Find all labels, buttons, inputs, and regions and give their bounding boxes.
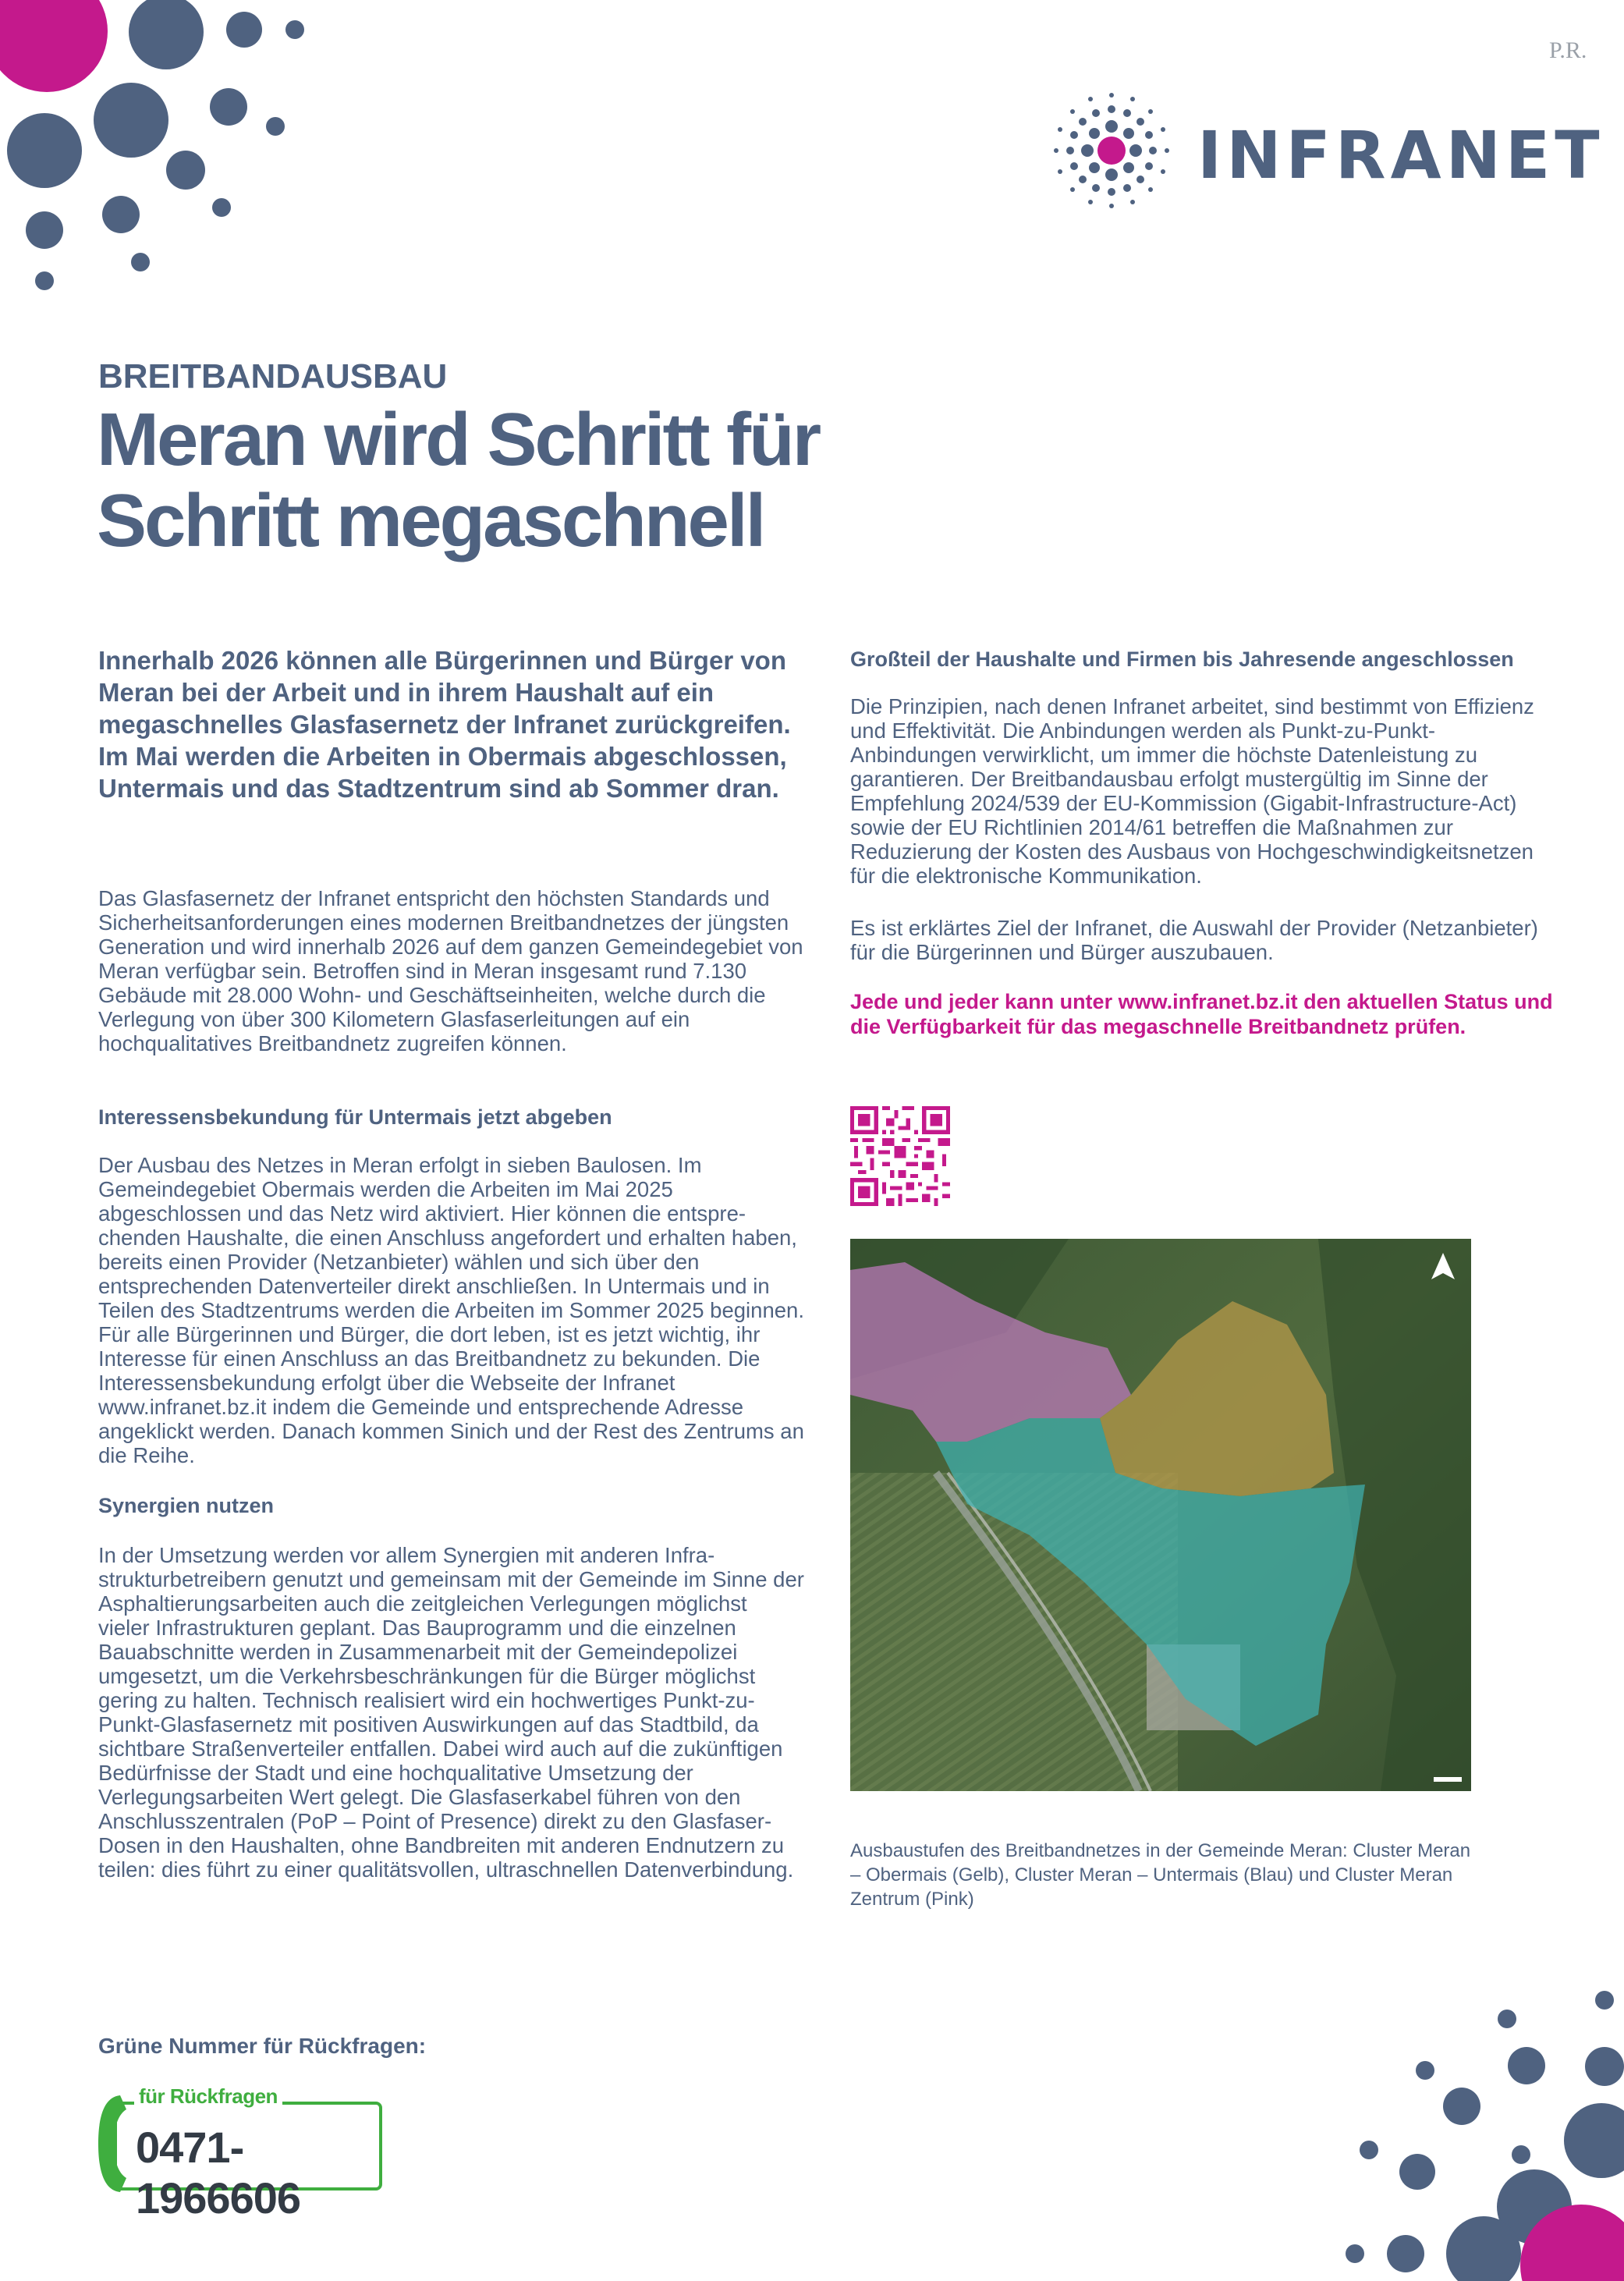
phone-handset-icon bbox=[97, 2092, 131, 2195]
decorative-dots-top-left bbox=[0, 0, 328, 312]
lead-paragraph: Innerhalb 2026 können alle Bürgerinnen und Bürger von Meran bei der Arbeit und in ihrem Haushalt auf ein megaschnelles Glasfasernetz der Infranet zurückgreifen. Im Mai werden die Arbeiten in Obermais abgeschlossen, Untermais und das Stadtzentrum sind ab Sommer dran. bbox=[98, 646, 791, 803]
right-paragraph-2: Es ist erklärtes Ziel der Infranet, die Auswahl der Provider (Netzanbieter) für die Bürgerinnen und Bürger auszubauen. bbox=[850, 916, 1538, 964]
hotline-badge[interactable] bbox=[97, 2084, 387, 2222]
body-paragraph-3: In der Umsetzung werden vor allem Synergien mit anderen Infrastrukturbetreibern genutzt und gemeinsam mit der Gemeinde im Sinne der Asphaltierungsarbeiten auch die zeitgleichen Verlegungen möglichst vieler Infrastrukturen geplant. Das Bauprogramm und die einzelnen Bauabschnitte werden in Zusammenarbeit mit der Gemeindepolizei umgesetzt, um die Verkehrsbeschränkungen für die Bürger möglichst gering zu halten. Technisch realisiert wird ein hochwertiges Punkt-zu-Punkt-Glasfasernetz mit positiven Auswirkungen auf das Stadtbild, da sichtbare Straßenverteiler entfallen. Dabei wird auch auf die zukünftigen Bedürfnisse der Stadt und eine hochqualitative Umsetzung der Verlegungsarbeiten Wert gelegt. Die Glasfaserkabel führen von den Anschlusszentralen (PoP – Point of Presence) direkt zu den Glasfaser-Dosen in den Haushalten, ohne Bandbreiten mit anderen Endnutzern zu teilen: dies führt zu einer qualitätsvollen, ultraschnellen Datenverbindung. bbox=[98, 1543, 804, 1882]
logo-emblem bbox=[1045, 84, 1186, 225]
highlight-website-note: Jede und jeder kann unter www.infranet.bz.it den aktuellen Status und die Verfügbarkeit für das megaschnelle Breitbandnetz prüfen. bbox=[850, 990, 1553, 1038]
hotline-label: Grüne Nummer für Rückfragen: bbox=[98, 2034, 427, 2058]
infranet-logo bbox=[1045, 84, 1604, 225]
hotline-number[interactable]: 0471-1966606 bbox=[136, 2123, 301, 2222]
qr-code[interactable] bbox=[850, 1106, 950, 1206]
subhead-synergien: Synergien nutzen bbox=[98, 1494, 275, 1517]
body-paragraph-1: Das Glasfasernetz der Infranet entspricht den höchsten Standards und Sicherheitsanforderungen eines modernen Breitbandnetzes der jüngsten Generation und wird innerhalb 2026 auf dem ganzen Gemeindegebiet von Meran verfügbar sein. Betroffen sind in Meran insgesamt rund 7.130 Gebäude mit 28.000 Wohn- und Geschäftseinheiten, welche durch die Verlegung von über 300 Kilometern Glasfaserleitungen auf ein hochqualitatives Breitbandnetz zugreifen können. bbox=[98, 886, 803, 1055]
logo-wordmark: INFRANET bbox=[1197, 117, 1604, 193]
map-caption: Ausbaustufen des Breitbandnetzes in der Gemeinde Meran: Cluster Meran – Obermais (Gelb), Cluster Meran – Untermais (Blau) und Cluster Meran Zentrum (Pink) bbox=[850, 1840, 1471, 1910]
body-paragraph-2: Der Ausbau des Netzes in Meran erfolgt in sieben Baulosen. Im Gemeindegebiet Obermais werden die Arbeiten im Mai 2025 abgeschlossen und das Netz wird aktiviert. Hier können die entsprechenden Haushalte, die einen Anschluss angefordert und erhalten haben, bereits einen Provider (Netzanbieter) wählen und sich über den entsprechenden Datenverteiler direkt anschließen. In Untermais und in Teilen des Stadtzentrums werden die Arbeiten im Sommer 2025 beginnen. Für alle Bürgerinnen und Bürger, die dort leben, ist es jetzt wichtig, ihr Interesse für einen Anschluss an das Breitbandnetz zu bekunden. Die Interessensbekundung erfolgt über die Webseite der Infranet www.infranet.bz.it indem die Gemeinde und entsprechende Adresse angeklickt werden. Danach kommen Sinich und der Rest des Zentrums an die Reihe. bbox=[98, 1153, 804, 1467]
kicker: BREITBANDAUSBAU bbox=[98, 357, 448, 396]
right-paragraph-1: Die Prinzipien, nach denen Infranet arbeitet, sind bestimmt von Effizienz und Effektivität. Die Anbindungen werden als Punkt-zu-Punkt-Anbindungen verwirklicht, um immer die höchste Datenleistung zu garantieren. Der Breitbandausbau erfolgt mustergültig im Sinne der Empfehlung 2024/539 der EU-Kommission (Gigabit-Infrastructure-Act) sowie der EU Richtlinien 2014/61 betreffen die Maßnahmen zur Reduzierung der Kosten des Ausbaus von Hochgeschwindigkeitsnetzen für die elektronische Kommunikation. bbox=[850, 694, 1534, 888]
subhead-grossteil: Großteil der Haushalte und Firmen bis Jahresende angeschlossen bbox=[850, 647, 1514, 671]
subhead-interessensbekundung: Interessensbekundung für Untermais jetzt abgeben bbox=[98, 1105, 612, 1129]
headline: Meran wird Schritt für Schritt megaschnell bbox=[97, 398, 820, 562]
cluster-map-image bbox=[850, 1239, 1471, 1791]
page-mark: P.R. bbox=[1549, 37, 1587, 63]
decorative-dots-bottom-right bbox=[1312, 1985, 1624, 2281]
hotline-small-text: für Rückfragen bbox=[134, 2084, 282, 2109]
